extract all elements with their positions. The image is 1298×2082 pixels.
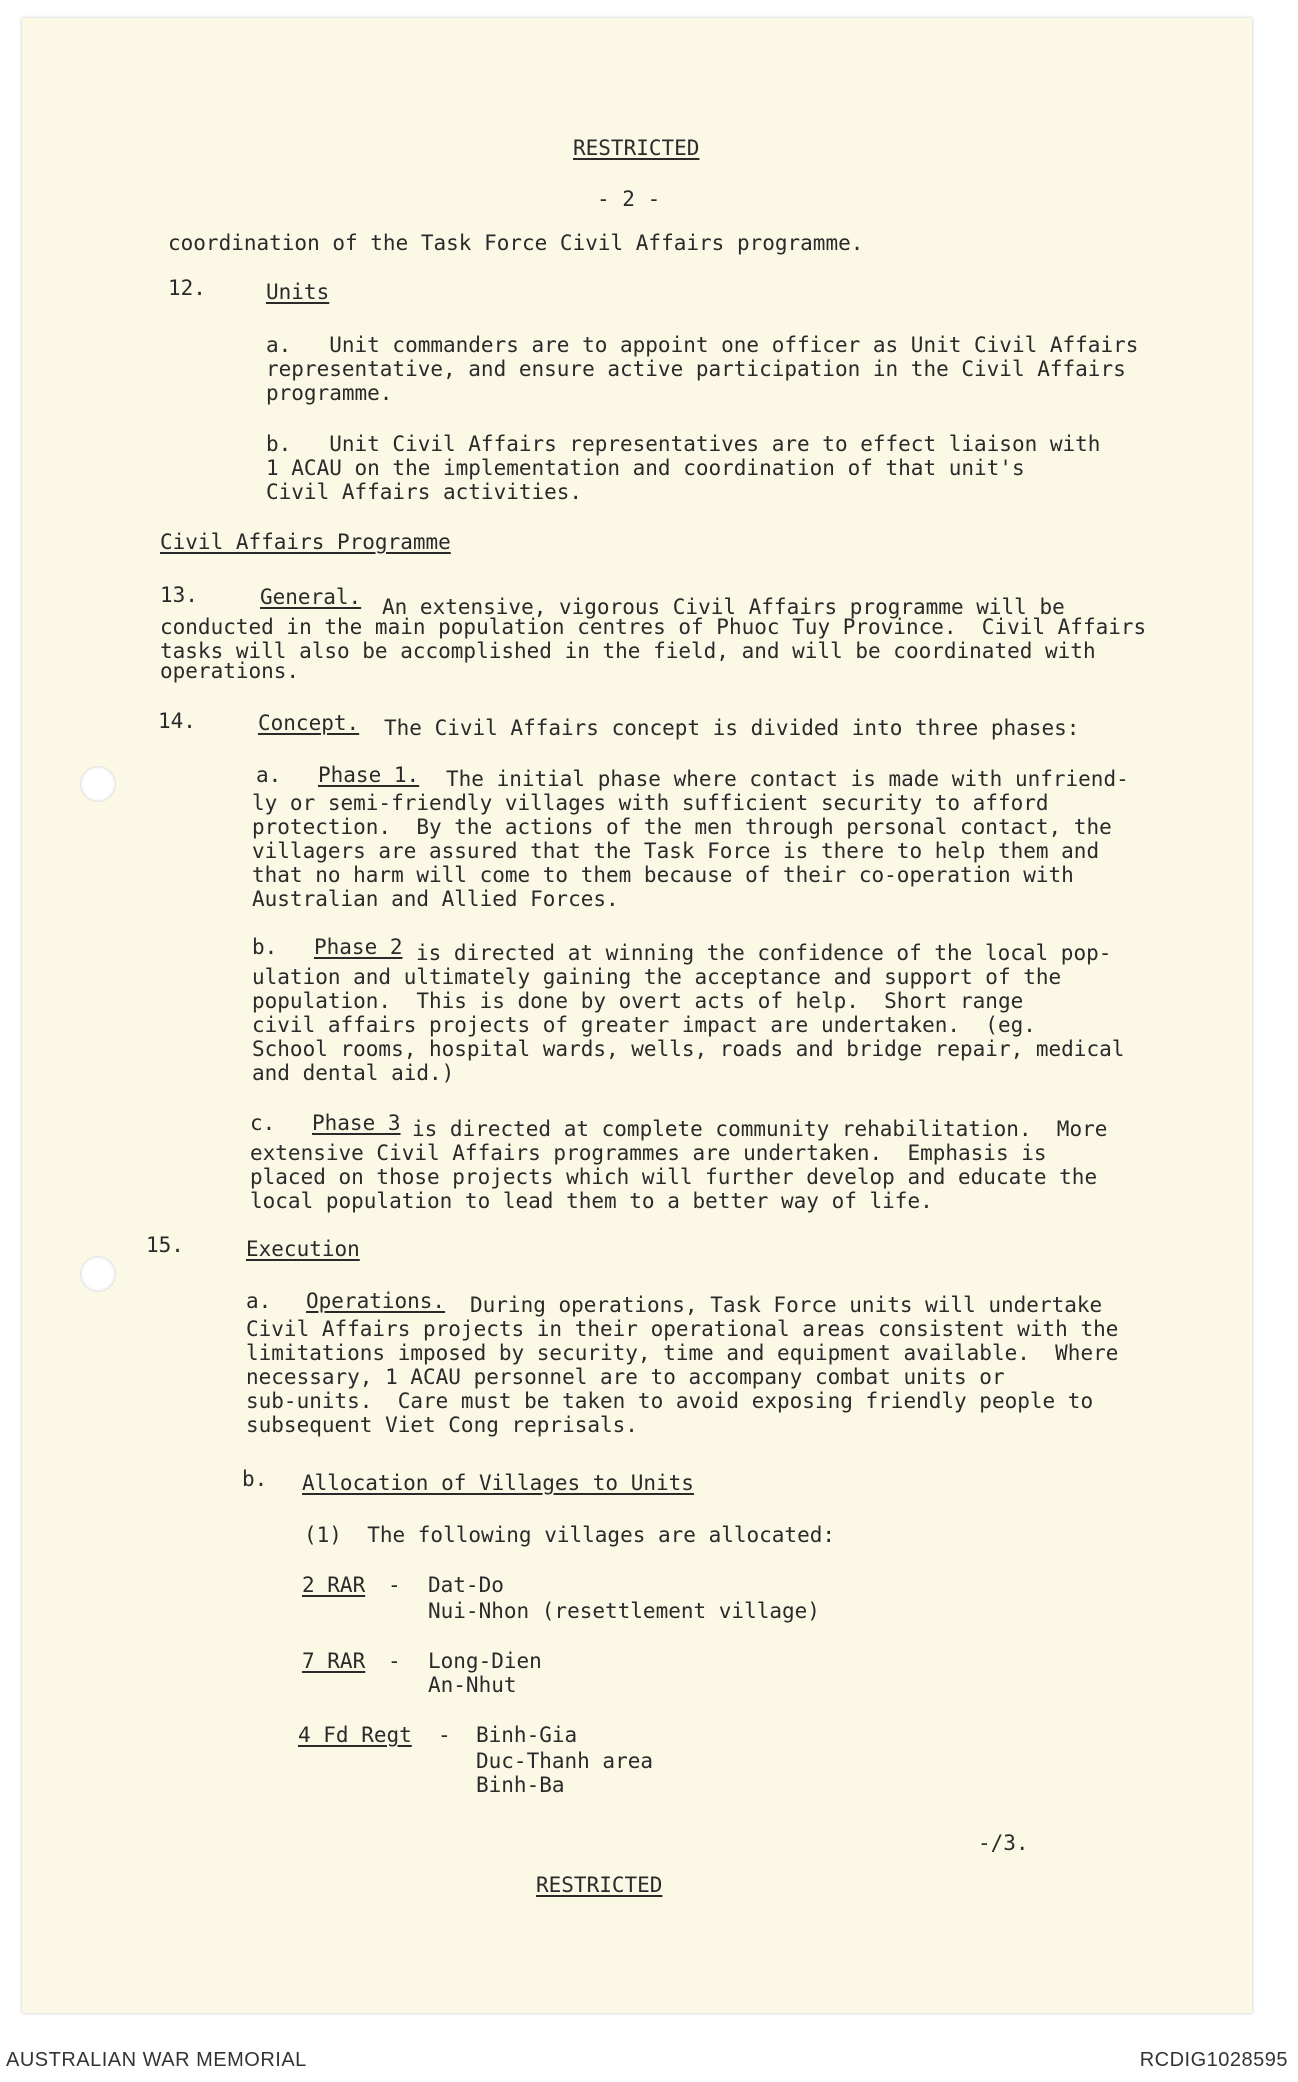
para-13-line: conducted in the main population centres of Phuoc Tuy Province. Civil Affairs: [160, 615, 1147, 639]
para-12b-line: b. Unit Civil Affairs representatives are to effect liaison with: [266, 432, 1101, 456]
para-13-line: tasks will also be accomplished in the field, and will be coordinated with: [160, 639, 1096, 663]
para-13-heading: General.: [260, 585, 362, 609]
phase-2-line: and dental aid.): [252, 1061, 455, 1085]
operations-line: Civil Affairs projects in their operational areas consistent with the: [246, 1317, 1119, 1341]
allocation-intro: (1) The following villages are allocated:: [304, 1523, 836, 1547]
dash: -: [438, 1723, 451, 1747]
phase-1-line: protection. By the actions of the men through personal contact, the: [252, 815, 1112, 839]
allocation-unit: 7 RAR: [302, 1649, 366, 1673]
allocation-unit: 2 RAR: [302, 1573, 366, 1597]
classification-header: RESTRICTED: [573, 136, 700, 160]
page-number: - 2 -: [597, 187, 661, 211]
para-12a-line: programme.: [266, 381, 393, 405]
para-12a-line: a. Unit commanders are to appoint one officer as Unit Civil Affairs: [266, 333, 1139, 357]
para-13-line: operations.: [160, 659, 300, 683]
phase-3-line: is directed at complete community rehabilitation. More: [412, 1117, 1108, 1141]
operations-line: sub-units. Care must be taken to avoid exposing friendly people to: [246, 1389, 1094, 1413]
phase-1-title: Phase 1.: [318, 763, 420, 787]
phase-3-letter: c.: [250, 1111, 276, 1135]
phase-3-title: Phase 3: [312, 1111, 401, 1135]
para-12-heading: Units: [266, 280, 330, 304]
allocation-village: An-Nhut: [428, 1673, 517, 1697]
para-14-heading: Concept.: [258, 711, 360, 735]
para-15-number: 15.: [146, 1233, 184, 1257]
phase-1-line: that no harm will come to them because of their co-operation with: [252, 863, 1074, 887]
phase-2-title: Phase 2: [314, 935, 403, 959]
allocation-title: Allocation of Villages to Units: [302, 1471, 694, 1495]
punch-hole: [80, 766, 116, 802]
phase-2-letter: b.: [252, 935, 278, 959]
para-12-number: 12.: [168, 276, 206, 300]
phase-1-letter: a.: [256, 763, 282, 787]
para-12b-line: 1 ACAU on the implementation and coordination of that unit's: [266, 456, 1025, 480]
watermark-left: AUSTRALIAN WAR MEMORIAL: [6, 2049, 307, 2071]
para-15-heading: Execution: [246, 1237, 360, 1261]
operations-line: necessary, 1 ACAU personnel are to accompany combat units or: [246, 1365, 1005, 1389]
punch-hole: [80, 1256, 116, 1292]
allocation-village: Nui-Nhon (resettlement village): [428, 1599, 820, 1623]
para-14-intro: The Civil Affairs concept is divided into three phases:: [384, 716, 1080, 740]
classification-footer: RESTRICTED: [536, 1873, 663, 1897]
phase-1-line: The initial phase where contact is made with unfriend-: [446, 767, 1129, 791]
phase-1-line: ly or semi-friendly villages with sufficient security to afford: [252, 791, 1049, 815]
allocation-letter: b.: [242, 1467, 268, 1491]
phase-2-line: civil affairs projects of greater impact are undertaken. (eg.: [252, 1013, 1036, 1037]
operations-letter: a.: [246, 1289, 272, 1313]
operations-line: limitations imposed by security, time and equipment available. Where: [246, 1341, 1119, 1365]
continuation-mark: -/3.: [978, 1831, 1029, 1855]
allocation-village: Duc-Thanh area: [476, 1749, 654, 1773]
phase-3-line: local population to lead them to a better way of life.: [250, 1189, 933, 1213]
phase-1-line: villagers are assured that the Task Force is there to help them and: [252, 839, 1100, 863]
allocation-village: Binh-Gia: [476, 1723, 578, 1747]
watermark-right: RCDIG1028595: [1139, 2049, 1288, 2071]
phase-2-line: School rooms, hospital wards, wells, roads and bridge repair, medical: [252, 1037, 1125, 1061]
operations-title: Operations.: [306, 1289, 446, 1313]
allocation-village: Long-Dien: [428, 1649, 542, 1673]
allocation-village: Dat-Do: [428, 1573, 504, 1597]
allocation-unit: 4 Fd Regt: [298, 1723, 412, 1747]
para-13-number: 13.: [160, 583, 198, 607]
intro-line: coordination of the Task Force Civil Affairs programme.: [168, 231, 864, 255]
section-heading: Civil Affairs Programme: [160, 530, 451, 554]
para-12a-line: representative, and ensure active participation in the Civil Affairs: [266, 357, 1126, 381]
para-12b-line: Civil Affairs activities.: [266, 480, 583, 504]
allocation-village: Binh-Ba: [476, 1773, 565, 1797]
phase-3-line: placed on those projects which will further develop and educate the: [250, 1165, 1098, 1189]
dash: -: [388, 1573, 401, 1597]
phase-2-line: ulation and ultimately gaining the acceptance and support of the: [252, 965, 1062, 989]
phase-2-line: is directed at winning the confidence of the local pop-: [416, 941, 1112, 965]
phase-1-line: Australian and Allied Forces.: [252, 887, 619, 911]
para-13-line: An extensive, vigorous Civil Affairs programme will be: [382, 595, 1065, 619]
operations-line: During operations, Task Force units will undertake: [470, 1293, 1103, 1317]
phase-2-line: population. This is done by overt acts of help. Short range: [252, 989, 1024, 1013]
para-14-number: 14.: [158, 709, 196, 733]
dash: -: [388, 1649, 401, 1673]
operations-line: subsequent Viet Cong reprisals.: [246, 1413, 638, 1437]
phase-3-line: extensive Civil Affairs programmes are undertaken. Emphasis is: [250, 1141, 1047, 1165]
